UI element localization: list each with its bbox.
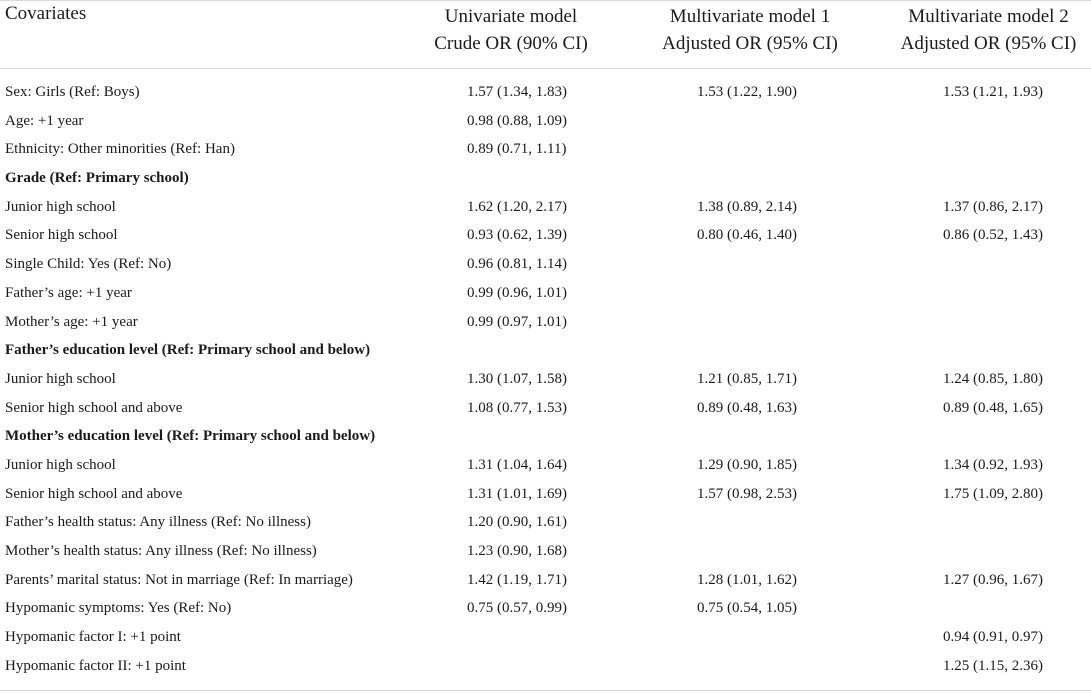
covariate-cell: Hypomanic factor I: +1 point	[5, 629, 181, 646]
multivariate-2-or-cell: 1.24 (0.85, 1.80)	[943, 370, 1043, 387]
table-row	[0, 135, 1091, 164]
table-top-rule	[0, 0, 1091, 1]
multivariate-1-or-cell: 0.89 (0.48, 1.63)	[697, 399, 797, 416]
table-row	[0, 221, 1091, 250]
header-multivariate-2-subtitle: Adjusted OR (95% CI)	[900, 33, 1077, 54]
covariate-cell: Mother’s health status: Any illness (Ref: No illness)	[5, 543, 317, 559]
multivariate-2-or-cell: 1.25 (1.15, 2.36)	[943, 657, 1043, 674]
multivariate-2-or-cell: 1.37 (0.86, 2.17)	[943, 198, 1043, 215]
table-row	[0, 594, 1091, 623]
univariate-or-cell: 0.96 (0.81, 1.14)	[467, 256, 567, 273]
univariate-or-cell: 1.57 (1.34, 1.83)	[467, 84, 567, 100]
table-row	[0, 508, 1091, 537]
univariate-or-cell: 1.31 (1.04, 1.64)	[467, 456, 567, 473]
table-row	[0, 250, 1091, 279]
multivariate-1-or-cell: 1.21 (0.85, 1.71)	[697, 370, 797, 387]
covariate-cell: Grade (Ref: Primary school)	[5, 170, 189, 187]
table-row	[0, 394, 1091, 423]
covariate-cell: Mother’s age: +1 year	[5, 313, 138, 330]
header-univariate-title: Univariate model	[444, 6, 578, 27]
univariate-or-cell: 1.62 (1.20, 2.17)	[467, 198, 567, 215]
covariate-cell: Hypomanic symptoms: Yes (Ref: No)	[5, 600, 232, 617]
table-row	[0, 537, 1091, 566]
table-row	[0, 78, 1091, 107]
table-group-row	[0, 164, 1091, 193]
univariate-or-cell: 1.31 (1.01, 1.69)	[467, 485, 567, 502]
covariate-cell: Father’s education level (Ref: Primary school and below)	[5, 342, 371, 359]
table-row	[0, 365, 1091, 394]
table-row	[0, 566, 1091, 595]
multivariate-2-or-cell: 1.75 (1.09, 2.80)	[943, 485, 1043, 502]
univariate-or-cell: 1.08 (0.77, 1.53)	[467, 399, 567, 416]
multivariate-2-or-cell: 1.34 (0.92, 1.93)	[943, 456, 1043, 473]
table-body	[0, 78, 1091, 680]
header-multivariate-1-title: Multivariate model 1	[669, 6, 831, 27]
table-row	[0, 451, 1091, 480]
table-row	[0, 652, 1091, 681]
multivariate-1-or-cell: 0.75 (0.54, 1.05)	[697, 600, 797, 617]
covariate-cell: Junior high school	[5, 370, 116, 387]
multivariate-1-or-cell: 1.57 (0.98, 2.53)	[697, 485, 797, 502]
header-multivariate-1-subtitle: Adjusted OR (95% CI)	[662, 33, 838, 54]
header-multivariate-model-2	[886, 3, 1091, 57]
table-row	[0, 480, 1091, 509]
multivariate-2-or-cell: 0.86 (0.52, 1.43)	[943, 227, 1043, 244]
multivariate-2-or-cell: 0.94 (0.91, 0.97)	[943, 629, 1043, 646]
table-row	[0, 193, 1091, 222]
covariate-cell: Senior high school and above	[5, 485, 183, 502]
covariate-cell: Father’s health status: Any illness (Ref: No illness)	[5, 514, 311, 531]
univariate-or-cell: 0.99 (0.97, 1.01)	[467, 313, 567, 330]
table-group-row	[0, 422, 1091, 451]
header-univariate-model	[418, 3, 604, 57]
covariate-cell: Senior high school	[5, 227, 118, 244]
covariate-cell: Father’s age: +1 year	[5, 284, 132, 301]
table-row	[0, 279, 1091, 308]
header-covariates: Covariates	[5, 3, 87, 24]
univariate-or-cell: 0.98 (0.88, 1.09)	[467, 112, 567, 129]
multivariate-1-or-cell: 1.28 (1.01, 1.62)	[697, 571, 797, 588]
univariate-or-cell: 0.75 (0.57, 0.99)	[467, 600, 567, 617]
covariate-cell: Senior high school and above	[5, 399, 183, 416]
covariate-cell: Mother’s education level (Ref: Primary school and below)	[5, 428, 376, 445]
univariate-or-cell: 0.99 (0.96, 1.01)	[467, 284, 567, 301]
covariate-cell: Age: +1 year	[5, 112, 84, 129]
univariate-or-cell: 1.23 (0.90, 1.68)	[467, 543, 567, 559]
univariate-or-cell: 1.30 (1.07, 1.58)	[467, 370, 567, 387]
covariate-cell: Ethnicity: Other minorities (Ref: Han)	[5, 141, 235, 158]
multivariate-2-or-cell: 1.27 (0.96, 1.67)	[943, 571, 1043, 588]
multivariate-2-or-cell: 1.53 (1.21, 1.93)	[943, 84, 1043, 100]
table-row	[0, 308, 1091, 337]
table-bottom-rule	[0, 690, 1091, 691]
multivariate-2-or-cell: 0.89 (0.48, 1.65)	[943, 399, 1043, 416]
table-header-rule	[0, 68, 1091, 69]
header-univariate-subtitle: Crude OR (90% CI)	[434, 33, 588, 54]
univariate-or-cell: 1.20 (0.90, 1.61)	[467, 514, 567, 531]
header-multivariate-2-title: Multivariate model 2	[908, 6, 1069, 27]
covariate-cell: Single Child: Yes (Ref: No)	[5, 256, 172, 273]
covariate-cell: Junior high school	[5, 456, 116, 473]
table-row	[0, 623, 1091, 652]
univariate-or-cell: 0.93 (0.62, 1.39)	[467, 227, 567, 244]
univariate-or-cell: 1.42 (1.19, 1.71)	[467, 571, 567, 588]
multivariate-1-or-cell: 1.38 (0.89, 2.14)	[697, 198, 797, 215]
table-row	[0, 107, 1091, 136]
covariate-cell: Junior high school	[5, 198, 116, 215]
multivariate-1-or-cell: 1.53 (1.22, 1.90)	[697, 84, 797, 100]
univariate-or-cell: 0.89 (0.71, 1.11)	[467, 141, 567, 158]
covariate-cell: Parents’ marital status: Not in marriage (Ref: In marriage)	[5, 571, 353, 588]
multivariate-1-or-cell: 1.29 (0.90, 1.85)	[697, 456, 797, 473]
table-group-row	[0, 336, 1091, 365]
covariate-cell: Sex: Girls (Ref: Boys)	[5, 84, 140, 100]
multivariate-1-or-cell: 0.80 (0.46, 1.40)	[697, 227, 797, 244]
header-multivariate-model-1	[650, 3, 850, 57]
covariate-cell: Hypomanic factor II: +1 point	[5, 657, 186, 674]
